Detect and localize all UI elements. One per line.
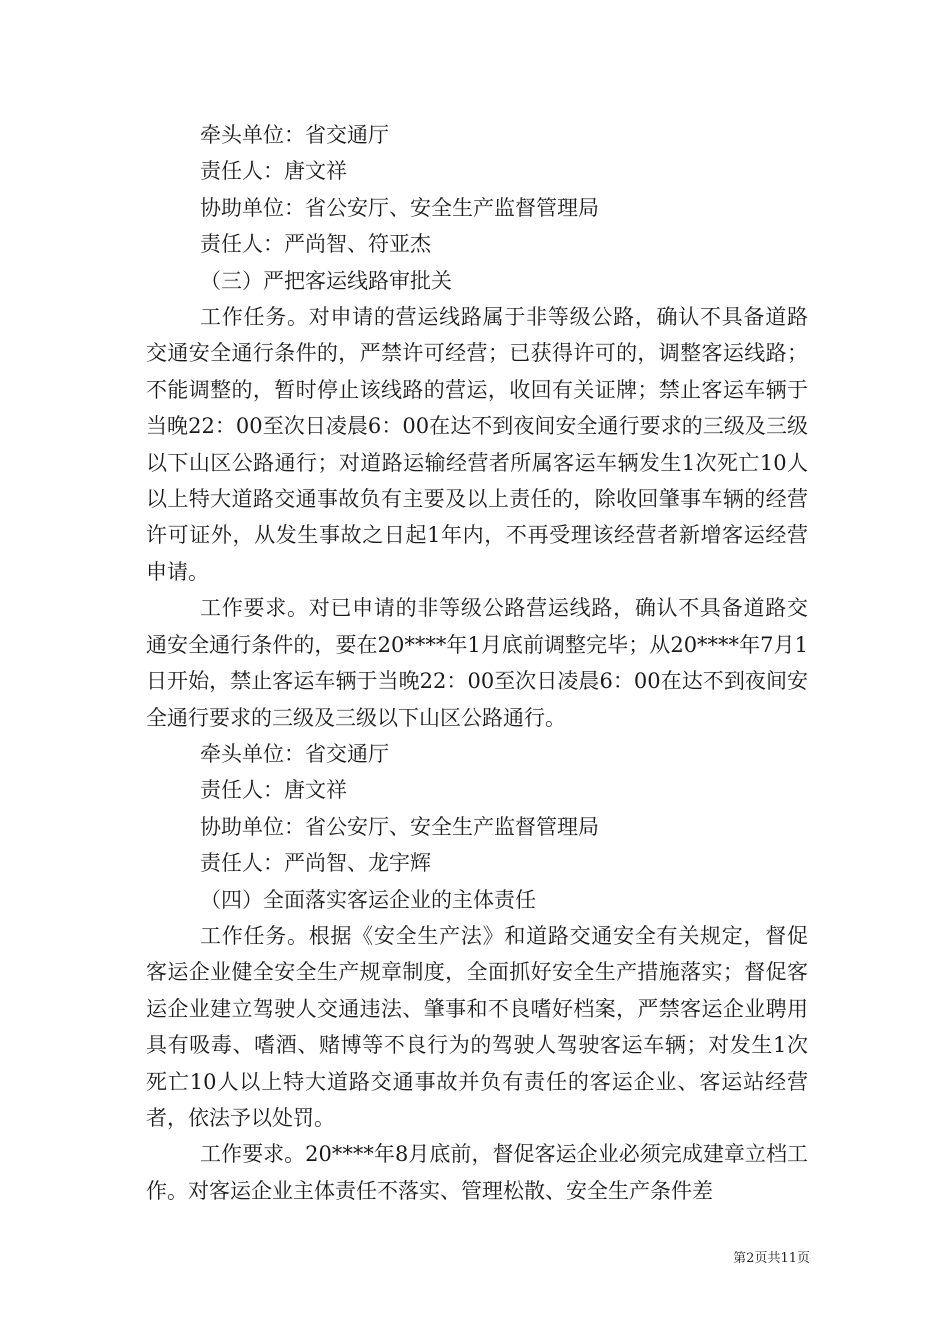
- responsible-person-line: 责任人：唐文祥: [200, 778, 347, 803]
- assisting-unit-line: 协助单位：省公安厅、安全生产监督管理局: [200, 814, 599, 839]
- responsible-person-line: 责任人：严尚智、龙宇辉: [200, 851, 431, 876]
- responsible-person-line: 责任人：严尚智、符亚杰: [200, 232, 431, 257]
- page-number: 第2页共11页: [733, 1251, 810, 1266]
- section-heading: （三）严把客运线路审批关: [200, 268, 452, 293]
- section-heading: （四）全面落实客运企业的主体责任: [200, 887, 536, 912]
- lead-unit-line: 牵头单位：省交通厅: [200, 123, 389, 147]
- lead-unit-line: 牵头单位：省交通厅: [200, 741, 389, 766]
- task-paragraph: 工作任务。根据《安全生产法》和道路交通安全有关规定，督促客运企业健全安全生产规章制度，全面抓好安全生产措施落实；督促客运企业建立驾驶人交通违法、肇事和不良嗜好档案，严禁客运企业聘用具有吸毒、嗜酒、赌博等不良行为的驾驶人驾驶客运车辆；对发生1次死亡10人以上特大道路交通事故并负有责任的客运企业、客运站经营者，依法予以处罚。: [146, 923, 808, 1130]
- responsible-person-line: 责任人：唐文祥: [200, 159, 347, 184]
- document-body: [146, 117, 808, 1209]
- requirement-paragraph: 工作要求。20****年8月底前，督促客运企业必须完成建章立档工作。对客运企业主体责任不落实、管理松散、安全生产条件差: [146, 1142, 808, 1203]
- task-paragraph: 工作任务。对申请的营运线路属于非等级公路，确认不具备道路交通安全通行条件的，严禁许可经营；已获得许可的，调整客运线路；不能调整的，暂时停止该线路的营运，收回有关证牌；禁止客运车辆于当晚22：00至次日凌晨6：00在达不到夜间安全通行要求的三级及三级以下山区公路通行；对道路运输经营者所属客运车辆发生1次死亡10人以上特大道路交通事故负有主要及以上责任的，除收回肇事车辆的经营许可证外，从发生事故之日起1年内，不再受理该经营者新增客运经营申请。: [146, 305, 808, 584]
- requirement-paragraph: 工作要求。对已申请的非等级公路营运线路，确认不具备道路交通安全通行条件的，要在20****年1月底前调整完毕；从20****年7月1日开始，禁止客运车辆于当晚22：00至次日凌晨6：00在达不到夜间安全通行要求的三级及三级以下山区公路通行。: [146, 596, 808, 730]
- assisting-unit-line: 协助单位：省公安厅、安全生产监督管理局: [200, 195, 599, 220]
